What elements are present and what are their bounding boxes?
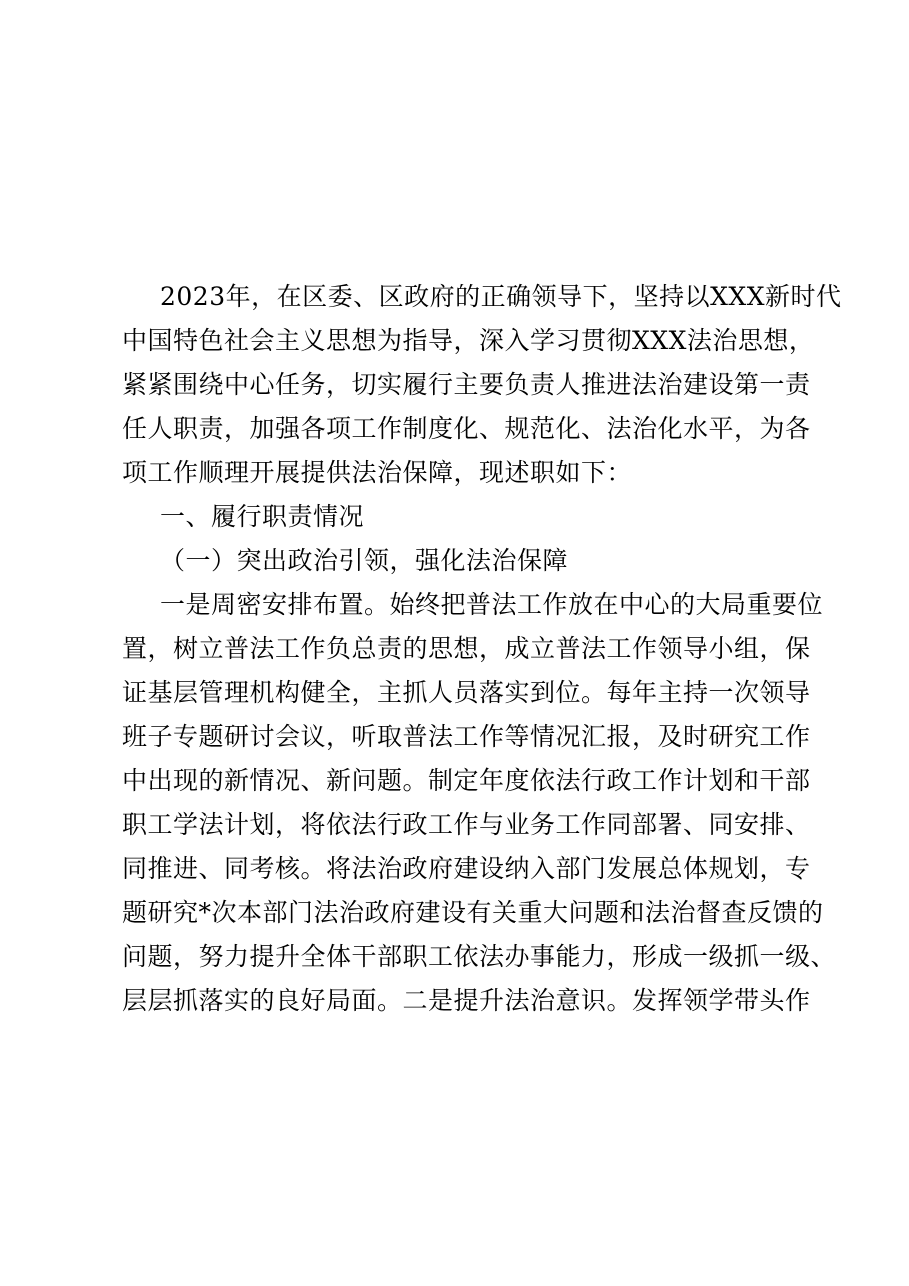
subsection-heading-1: （一）突出政治引领，强化法治保障 [160, 546, 569, 575]
paragraph-body-line-6: 职工学法计划，将依法行政工作与业务工作同部署、同安排、 [122, 810, 811, 839]
paragraph-body-line-7: 同推进、同考核。将法治政府建设纳入部门发展总体规划，专 [122, 854, 811, 883]
paragraph-intro-line-4: 任人职责，加强各项工作制度化、规范化、法治化水平，为各 [122, 414, 811, 443]
paragraph-body-line-10: 层层抓落实的良好局面。二是提升法治意识。发挥领学带头作 [122, 986, 811, 1015]
paragraph-body-line-4: 班子专题研讨会议，听取普法工作等情况汇报，及时研究工作 [122, 722, 811, 751]
paragraph-intro-line-3: 紧紧围绕中心任务，切实履行主要负责人推进法治建设第一责 [122, 370, 811, 399]
paragraph-body-line-5: 中出现的新情况、新问题。制定年度依法行政工作计划和干部 [122, 766, 811, 795]
paragraph-intro-line-2: 中国特色社会主义思想为指导，深入学习贯彻XXX法治思想， [122, 326, 815, 355]
document-body [122, 275, 842, 1023]
paragraph-body-line-3: 证基层管理机构健全，主抓人员落实到位。每年主持一次领导 [122, 678, 811, 707]
paragraph-body-line-8: 题研究*次本部门法治政府建设有关重大问题和法治督查反馈的 [122, 898, 824, 927]
paragraph-body-line-1: 一是周密安排布置。始终把普法工作放在中心的大局重要位 [160, 590, 824, 619]
paragraph-intro-line-5: 项工作顺理开展提供法治保障，现述职如下： [122, 458, 633, 487]
paragraph-body-line-9: 问题，努力提升全体干部职工依法办事能力，形成一级抓一级、 [122, 942, 837, 971]
section-heading-1: 一、履行职责情况 [160, 502, 365, 531]
paragraph-intro-line-1: 2023年，在区委、区政府的正确领导下，坚持以XXX新时代 [160, 282, 842, 311]
paragraph-body-line-2: 置，树立普法工作负总责的思想，成立普法工作领导小组，保 [122, 634, 811, 663]
